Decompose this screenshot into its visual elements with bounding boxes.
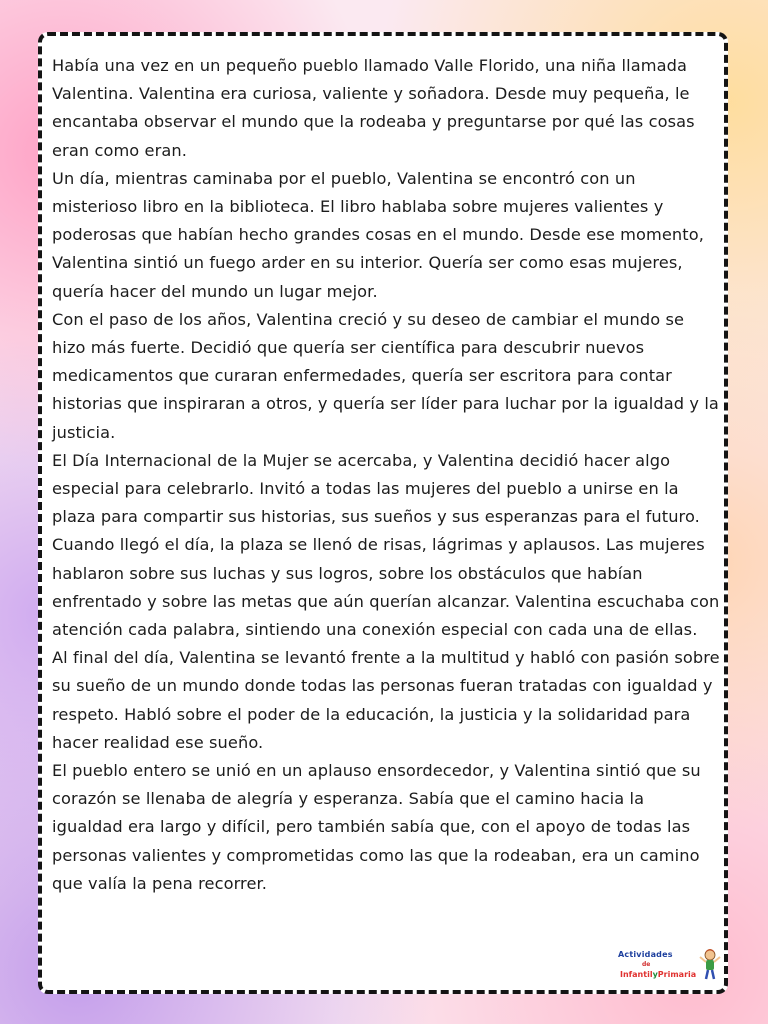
- logo-line-infantil-primaria: [620, 970, 696, 979]
- logo-word-primaria: Primaria: [657, 970, 697, 979]
- story-paragraph-5: Cuando llegó el día, la plaza se llenó de risas, lágrimas y aplausos. Las mujeres hablaron sobre sus luchas y sus logros, sobre los obstáculos que habían enfrentado y sobre las metas que aún querían alcanzar. Valentina escuchaba con atención cada palabra, sintiendo una conexión especial con cada una de ellas.: [52, 535, 720, 640]
- story-paragraph-2: Un día, mientras caminaba por el pueblo, Valentina se encontró con un misterioso libro en la biblioteca. El libro hablaba sobre mujeres valientes y poderosas que habían hecho grandes cosas en el mundo. Desde ese momento, Valentina sintió un fuego arder en su interior. Quería ser como esas mujeres, quería hacer del mundo un lugar mejor.: [52, 168, 704, 301]
- story-paragraph-3: Con el paso de los años, Valentina creció y su deseo de cambiar el mundo se hizo más fuerte. Decidió que quería ser científica para descubrir nuevos medicamentos que curaran enfermedades, quería ser escritora para contar historias que inspiraran a otros, y quería ser líder para luchar por la igualdad y la justicia.: [52, 309, 719, 442]
- story-text: [52, 52, 720, 898]
- story-paragraph-4: El Día Internacional de la Mujer se acercaba, y Valentina decidió hacer algo especial para celebrarlo. Invitó a todas las mujeres del pueblo a unirse en la plaza para compartir sus historias, sus sueños y sus esperanzas para el futuro.: [52, 450, 700, 527]
- logo-line-actividades: Actividades: [618, 950, 673, 959]
- story-paragraph-6: Al final del día, Valentina se levantó frente a la multitud y habló con pasión sobre su sueño de un mundo donde todas las personas fueran tratadas con igualdad y respeto. Habló sobre el poder de la educación, la justicia y la solidaridad para hacer realidad ese sueño.: [52, 648, 720, 752]
- publisher-logo: [612, 948, 724, 988]
- story-paragraph-7: El pueblo entero se unió en un aplauso ensordecedor, y Valentina sintió que su corazón se llenaba de alegría y esperanza. Sabía que el camino hacia la igualdad era largo y difícil, pero también sabía que, con el apoyo de todas las personas valientes y comprometidas como las que la rodeaban, era un camino que valía la pena recorrer.: [52, 761, 701, 893]
- logo-line-de: de: [642, 961, 651, 968]
- child-figure-icon: [698, 948, 722, 982]
- logo-word-y: y: [652, 970, 658, 979]
- logo-word-infantil: Infantil: [620, 970, 653, 979]
- story-paragraph-1: Había una vez en un pequeño pueblo llamado Valle Florido, una niña llamada Valentina. Valentina era curiosa, valiente y soñadora. Desde muy pequeña, le encantaba observar el mundo que la rodeaba y preguntarse por qué las cosas eran como eran.: [52, 56, 695, 160]
